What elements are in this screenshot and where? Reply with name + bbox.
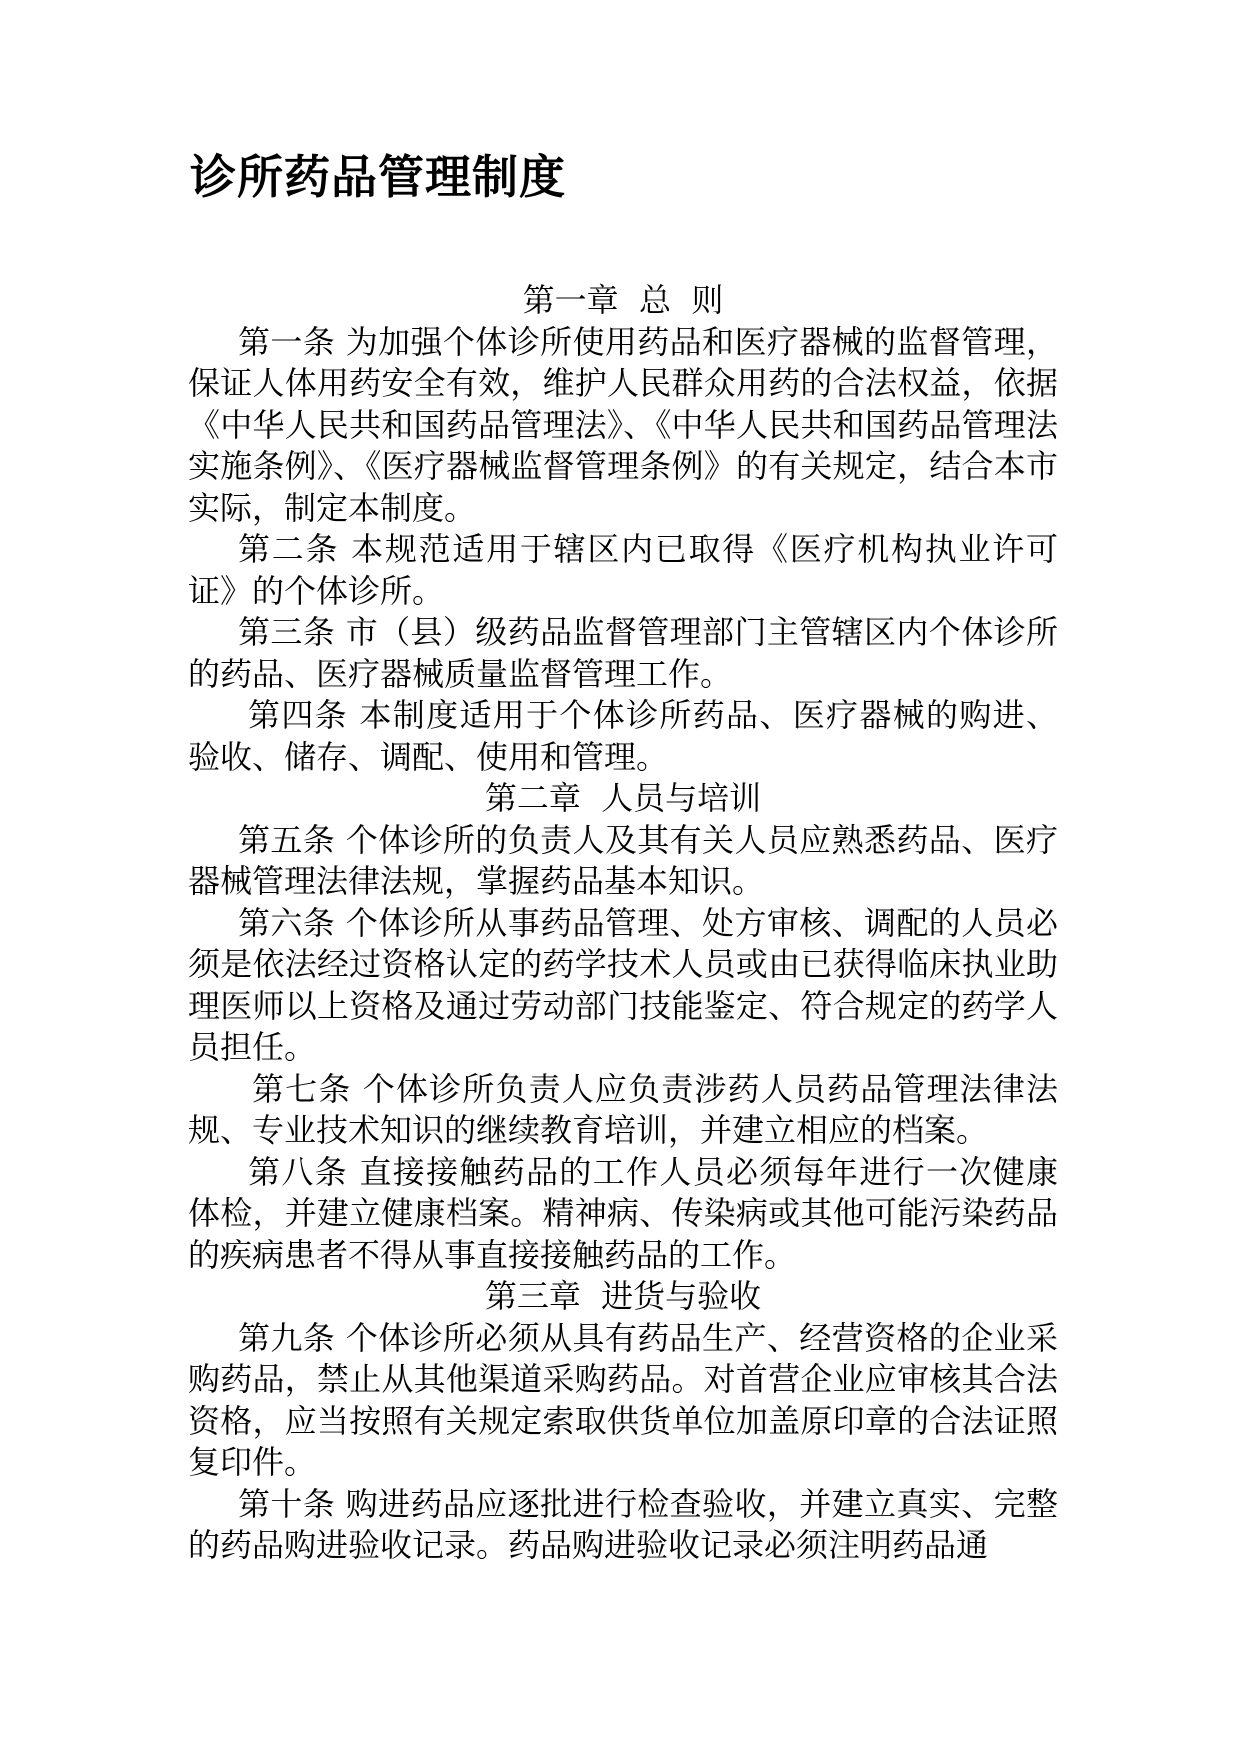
article-paragraph: 第四条 本制度适用于个体诊所药品、医疗器械的购进、验收、储存、调配、使用和管理。 (188, 696, 1058, 776)
article-paragraph: 第六条 个体诊所从事药品管理、处方审核、调配的人员必须是依法经过资格认定的药学技术人员或由已获得临床执业助理医师以上资格及通过劳动部门技能鉴定、符合规定的药学人员担任。 (188, 903, 1058, 1066)
document-body (188, 280, 1058, 1567)
article-paragraph: 第九条 个体诊所必须从具有药品生产、经营资格的企业采购药品，禁止从其他渠道采购药品。对首营企业应审核其合法资格，应当按照有关规定索取供货单位加盖原印章的合法证照复印件。 (188, 1318, 1058, 1481)
article-paragraph: 第十条 购进药品应逐批进行检查验收，并建立真实、完整的药品购进验收记录。药品购进验收记录必须注明药品通 (188, 1484, 1058, 1564)
article-paragraph: 第七条 个体诊所负责人应负责涉药人员药品管理法律法规、专业技术知识的继续教育培训，并建立相应的档案。 (188, 1069, 1058, 1149)
chapter-heading: 第二章 人员与培训 (484, 779, 762, 817)
article-paragraph: 第一条 为加强个体诊所使用药品和医疗器械的监督管理，保证人体用药安全有效，维护人民群众用药的合法权益，依据《中华人民共和国药品管理法》、《中华人民共和国药品管理法实施条例》、《医疗器械监督管理条例》的有关规定，结合本市实际，制定本制度。 (188, 322, 1058, 527)
article-paragraph: 第五条 个体诊所的负责人及其有关人员应熟悉药品、医疗器械管理法律法规，掌握药品基本知识。 (188, 820, 1058, 900)
chapter-heading: 第一章 总 则 (522, 281, 724, 319)
article-paragraph: 第八条 直接接触药品的工作人员必须每年进行一次健康体检，并建立健康档案。精神病、传染病或其他可能污染药品的疾病患者不得从事直接接触药品的工作。 (188, 1152, 1058, 1274)
document-title: 诊所药品管理制度 (190, 150, 566, 204)
article-paragraph: 第三条 市（县）级药品监督管理部门主管辖区内个体诊所的药品、医疗器械质量监督管理工作。 (188, 613, 1058, 693)
article-paragraph: 第二条 本规范适用于辖区内已取得《医疗机构执业许可证》的个体诊所。 (188, 530, 1058, 610)
chapter-heading: 第三章 进货与验收 (484, 1277, 762, 1315)
